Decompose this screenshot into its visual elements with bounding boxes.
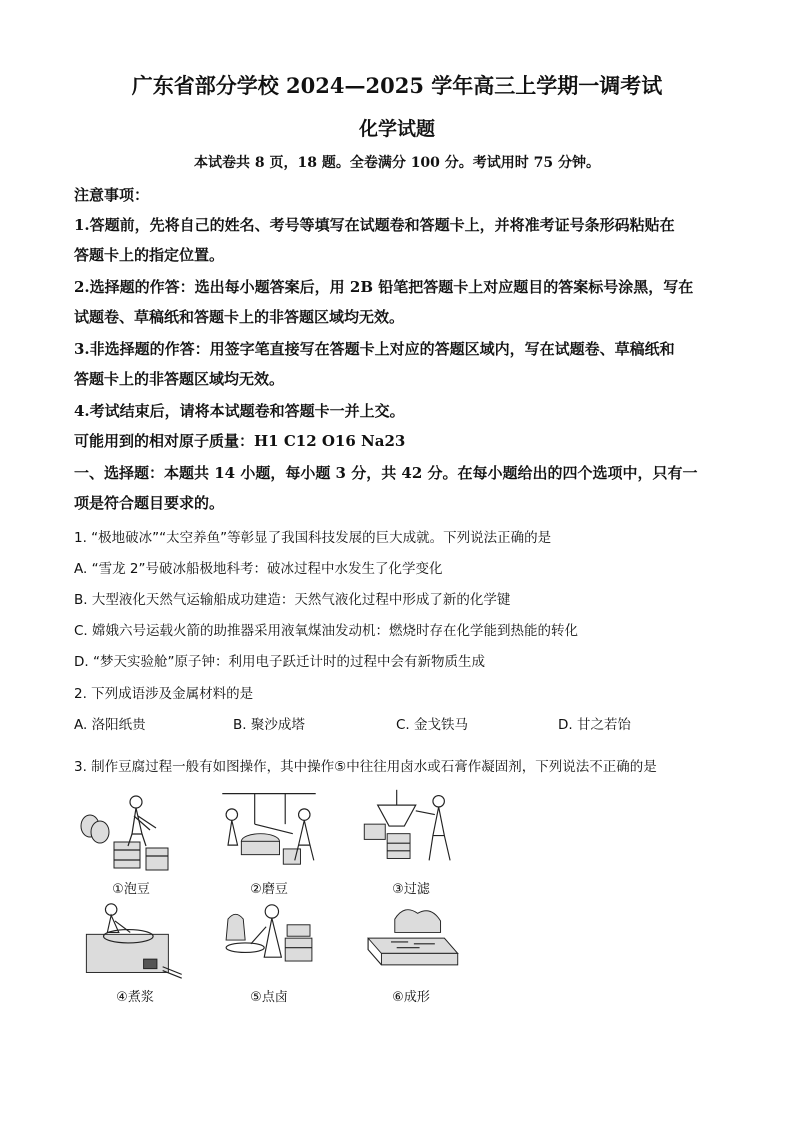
question-2-stem: 2. 下列成语涉及金属材料的是: [74, 686, 254, 702]
section-heading-line-1: 一、选择题：本题共 14 小题，每小题 3 分，共 42 分。在每小题给出的四个选项中，只有一: [74, 464, 698, 482]
notice-item-1-line-1: 1.答题前，先将自己的姓名、考号等填写在试题卷和答题卡上，并将准考证号条形码粘贴在: [74, 216, 675, 234]
question-1-option-b: B. 大型液化天然气运输船成功建造：天然气液化过程中形成了新的化学键: [74, 592, 511, 608]
figure-caption-filtering: ③过滤: [392, 882, 430, 897]
notice-item-2-line-1: 2.选择题的作答：选出每小题答案后，用 2B 铅笔把答题卡上对应题目的答案标号涂黑，写在: [74, 278, 694, 296]
adding-coagulant-illustration: [214, 900, 324, 982]
atomic-mass-line: 可能用到的相对原子质量：H1 C12 O16 Na23: [74, 432, 406, 450]
question-2-option-c: C. 金戈铁马: [396, 717, 469, 733]
question-1-option-d: D. “梦天实验舱”原子钟：利用电子跃迁计时的过程中会有新物质生成: [74, 654, 485, 670]
question-1-stem: 1. “极地破冰”“太空养鱼”等彰显了我国科技发展的巨大成就。下列说法正确的是: [74, 530, 552, 546]
exam-title: 广东省部分学校 2024—2025 学年高三上学期一调考试: [131, 73, 663, 98]
question-2-option-d: D. 甘之若饴: [558, 717, 631, 733]
soaking-beans-illustration: [76, 790, 186, 872]
figure-caption-shaping: ⑥成形: [392, 990, 430, 1005]
question-1-option-a: A. “雪龙 2”号破冰船极地科考：破冰过程中水发生了化学变化: [74, 561, 443, 577]
question-3-stem: 3. 制作豆腐过程一般有如图操作，其中操作⑤中往往用卤水或石膏作凝固剂，下列说法不正确的是: [74, 759, 657, 775]
question-1-option-c: C. 嫦娥六号运载火箭的助推器采用液氧煤油发动机：燃烧时存在化学能到热能的转化: [74, 623, 579, 639]
question-2-option-a: A. 洛阳纸贵: [74, 717, 146, 733]
boiling-pulp-illustration: [80, 900, 190, 982]
exam-subject: 化学试题: [358, 118, 435, 140]
section-heading-line-2: 项是符合题目要求的。: [74, 494, 225, 512]
notice-item-1-line-2: 答题卡上的指定位置。: [74, 246, 225, 264]
grinding-beans-illustration: [214, 786, 324, 868]
figure-caption-boiling: ④煮浆: [116, 990, 154, 1005]
figure-caption-coagulant: ⑤点卤: [250, 990, 288, 1005]
filtering-illustration: [356, 786, 466, 868]
notice-heading: 注意事项：: [74, 186, 150, 204]
figure-caption-grinding: ②磨豆: [250, 882, 288, 897]
notice-item-3-line-1: 3.非选择题的作答：用签字笔直接写在答题卡上对应的答题区域内，写在试题卷、草稿纸和: [74, 340, 675, 358]
notice-item-4: 4.考试结束后，请将本试题卷和答题卡一并上交。: [74, 402, 405, 420]
figure-caption-soaking: ①泡豆: [112, 882, 150, 897]
question-2-option-b: B. 聚沙成塔: [233, 717, 305, 733]
notice-item-2-line-2: 试题卷、草稿纸和答题卡上的非答题区域均无效。: [74, 308, 405, 326]
shaping-tofu-illustration: [356, 900, 466, 982]
exam-info: 本试卷共 8 页，18 题。全卷满分 100 分。考试用时 75 分钟。: [193, 155, 601, 171]
notice-item-3-line-2: 答题卡上的非答题区域均无效。: [74, 370, 285, 388]
